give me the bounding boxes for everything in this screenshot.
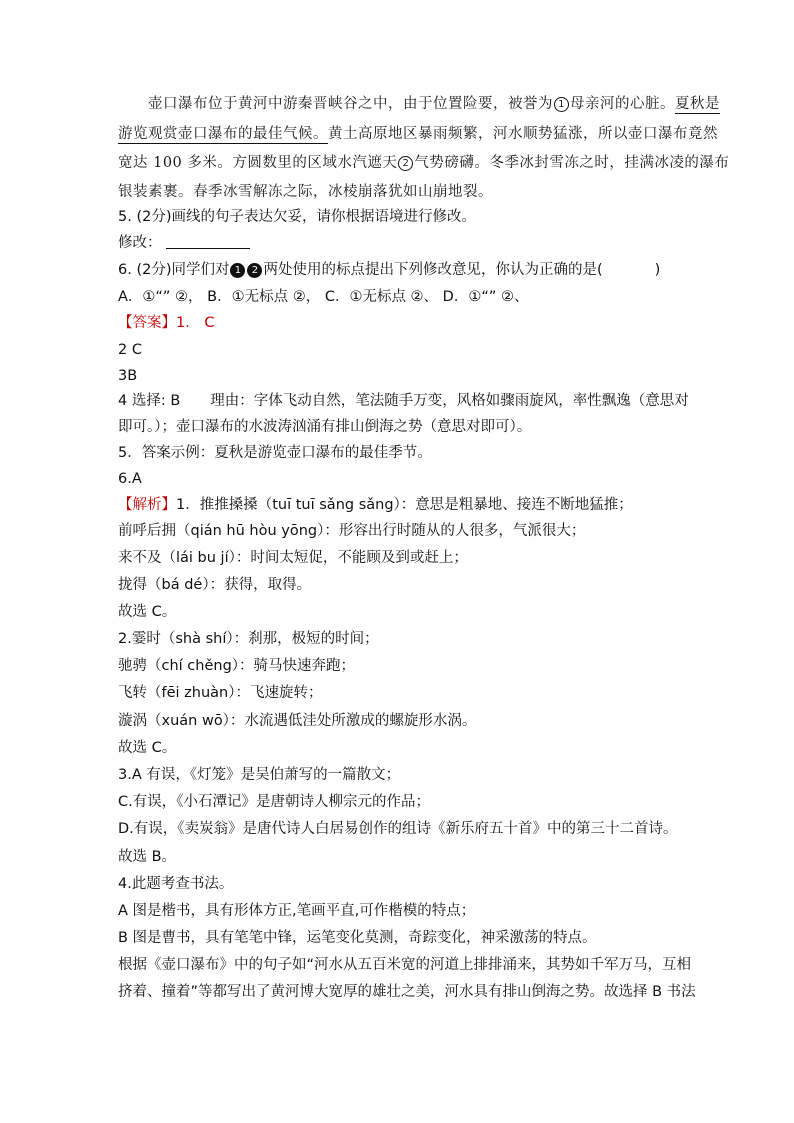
answer-4-cont: 即可。）；壶口瀑布的水波涛汹涌有排山倒海之势（意思对即可）。 [118,419,532,435]
answer-blank[interactable] [166,234,250,249]
passage-line-4: 银装素裹。春季冰雪解冻之际，冰棱崩落犹如山崩地裂。 [118,184,493,200]
analysis-line-19: 挤着、撞着”等都写出了黄河博大宽厚的雄壮之美，河水具有排山倒海之势。故选择 B 书法 [118,984,696,1000]
answers-line-1: 【答案】1． C [118,315,215,331]
analysis-line-3: 来不及（lái bu jí）：时间太短促，不能顾及到或赶上； [118,550,468,566]
analysis-line-13: D.有误，《卖炭翁》是唐代诗人白居易创作的组诗《新乐府五十首》中的第三十二首诗。 [118,821,678,837]
q6-options: A．①“” ②， B．①无标点 ②， C．①无标点 ②、 D．①“” ②、 [118,289,529,305]
analysis-line-4: 拢得（bá dé）：获得，取得。 [118,577,312,593]
q6-stem: 6. (2分)同学们对 1 2 两处使用的标点提出下列修改意见，你认为正确的是( ) [118,262,661,278]
passage-line-1: 壶口瀑布位于黄河中游秦晋峡谷之中，由于位置险要，被誉为 1 母亲河的心脏。夏秋是 [148,96,720,112]
answer-5: 5．答案示例：夏秋是游览壶口瀑布的最佳季节。 [118,445,432,461]
analysis-line-7: 驰骋（chí chěng）：骑马快速奔跑； [118,658,356,674]
analysis-line-12: C.有误，《小石潭记》是唐朝诗人柳宗元的作品； [118,794,430,810]
circled-number-2: 2 [398,156,413,171]
answer-4: 4 选择: B 理由：字体飞动自然，笔法随手万变，风格如骤雨旋风，率性飘逸（意思对 [118,393,689,409]
answer-tag: 【答案】 [118,315,176,331]
analysis-line-9: 漩涡（xuán wō）：水流遇低洼处所激成的螺旋形水涡。 [118,713,477,729]
analysis-line-18: 根据《壶口瀑布》中的句子如“河水从五百米宽的河道上排排涌来，其势如千军万马，互相 [118,957,692,973]
analysis-line-14: 故选 B。 [118,849,177,865]
analysis-line-2: 前呼后拥（qián hū hòu yōng）：形容出行时随从的人很多，气派很大； [118,523,586,539]
analysis-line-15: 4.此题考查书法。 [118,876,234,892]
analysis-line-10: 故选 C。 [118,740,177,756]
passage-line-2: 游览观赏壶口瀑布的最佳气候。黄土高原地区暴雨频繁，河水顺势猛涨，所以壶口瀑布竟然 [118,126,718,142]
analysis-line-11: 3.A 有误，《灯笼》是吴伯萧写的一篇散文； [118,767,401,783]
passage-line-3: 宽达 100 多米。方圆数里的区域水汽遮天 2 气势磅礴。冬季冰封雪冻之时，挂满冰凌的瀑布 [118,155,730,171]
analysis-line-1: 【解析】1．推推搡搡（tuī tuī sǎng sǎng）：意思是粗暴地、接连不断地猛推； [118,497,633,513]
analysis-line-16: A 图是楷书，具有形体方正,笔画平直,可作楷模的特点； [118,903,476,919]
analysis-line-8: 飞转（fēi zhuàn）：飞速旋转； [118,685,323,701]
analysis-line-5: 故选 C。 [118,604,177,620]
underlined-sentence-start: 夏秋是 [675,96,720,112]
analysis-line-6: 2.霎时（shà shí）：刹那，极短的时间； [118,631,379,647]
answer-2: 2 C [118,342,142,358]
filled-circle-1: 1 [230,263,245,278]
answer-3: 3B [118,368,138,384]
circled-number-1: 1 [554,97,569,112]
q5-stem: 5. (2分)画线的句子表达欠妥，请你根据语境进行修改。 [118,209,476,225]
filled-circle-2: 2 [247,263,262,278]
answer-6: 6.A [118,471,142,487]
analysis-tag: 【解析】 [118,497,176,513]
q5-answer-line: 修改： [118,233,250,253]
analysis-line-17: B 图是曹书，具有笔笔中锋，运笔变化莫测，奇踪变化，神采激荡的特点。 [118,930,597,946]
underlined-sentence-end: 游览观赏壶口瀑布的最佳气候。 [118,126,328,142]
